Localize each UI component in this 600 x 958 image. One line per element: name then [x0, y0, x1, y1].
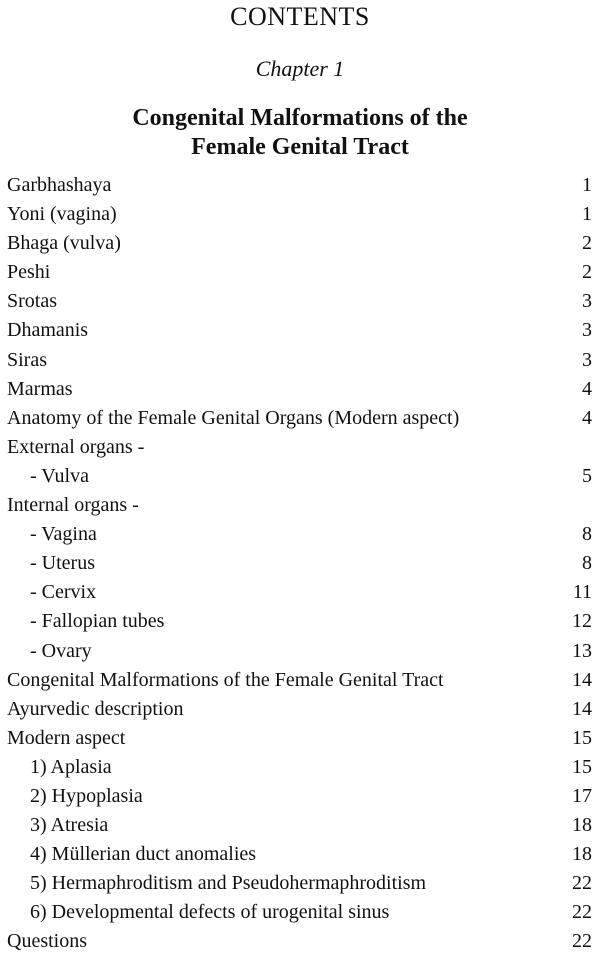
- toc-entry-title: Dhamanis: [7, 319, 89, 342]
- toc-entry-title: 6) Developmental defects of urogenital sinus: [30, 901, 390, 924]
- toc-entry-title: Internal organs -: [7, 494, 139, 517]
- toc-entry-title: Congenital Malformations of the Female Genital Tract: [7, 668, 444, 691]
- toc-entry: [0, 316, 600, 345]
- toc-entry-page: 8: [582, 552, 592, 575]
- toc-entry: [0, 462, 600, 491]
- toc-entry-page: 8: [582, 523, 592, 546]
- toc-entry-title: Modern aspect: [7, 726, 126, 749]
- toc-entry: [0, 607, 600, 636]
- chapter-title-line-2: Female Genital Tract: [191, 134, 409, 160]
- toc-entry-page: 17: [572, 784, 592, 807]
- toc-entry: [0, 171, 600, 200]
- toc-entry-title: Peshi: [7, 261, 51, 284]
- toc-entry-page: 14: [572, 668, 592, 691]
- toc-entry: [0, 695, 600, 724]
- toc-entry: [0, 375, 600, 404]
- toc-entry-title: 3) Atresia: [30, 814, 109, 837]
- toc-entry: [0, 753, 600, 782]
- toc-entry-page: 4: [582, 377, 592, 400]
- toc-entry: [0, 724, 600, 753]
- toc-entry: [0, 782, 600, 811]
- toc-entry-page: 3: [582, 319, 592, 342]
- toc-entry-title: Srotas: [7, 290, 57, 313]
- toc-entry-page: 14: [572, 697, 592, 720]
- toc-entry-page: 22: [572, 930, 592, 953]
- toc-entry-title: 5) Hermaphroditism and Pseudohermaphroditism: [30, 872, 427, 895]
- toc-entry-title: External organs -: [7, 435, 145, 458]
- toc-entry: [0, 433, 600, 462]
- toc-entry-title: Yoni (vagina): [7, 203, 117, 226]
- toc-entry-page: 2: [582, 232, 592, 255]
- toc-entry: [0, 549, 600, 578]
- toc-entry: [0, 287, 600, 316]
- toc-entry-title: - Ovary: [30, 639, 92, 662]
- toc-entry: [0, 811, 600, 840]
- table-of-contents: [0, 171, 600, 957]
- toc-entry: [0, 840, 600, 869]
- toc-entry-page: 5: [582, 464, 592, 487]
- toc-entry-title: Questions: [7, 930, 87, 953]
- toc-entry-page: 1: [582, 174, 592, 196]
- toc-entry-page: 4: [582, 406, 592, 429]
- toc-entry: [0, 898, 600, 927]
- toc-entry-page: 13: [572, 639, 592, 662]
- toc-entry: [0, 404, 600, 433]
- toc-entry-page: 15: [572, 726, 592, 749]
- chapter-title: [0, 104, 600, 162]
- toc-entry: [0, 346, 600, 375]
- toc-entry-title: Ayurvedic description: [7, 697, 184, 720]
- toc-entry-page: 11: [572, 581, 592, 604]
- toc-entry-page: 12: [572, 610, 592, 633]
- toc-entry-title: Marmas: [7, 377, 73, 400]
- toc-entry-title: 4) Müllerian duct anomalies: [30, 843, 257, 866]
- toc-entry-title: 1) Aplasia: [30, 755, 112, 778]
- toc-entry-page: 1: [582, 203, 592, 226]
- toc-entry: [0, 258, 600, 287]
- toc-entry-title: - Vulva: [30, 464, 89, 487]
- toc-entry-title: - Vagina: [30, 523, 97, 546]
- toc-entry: [0, 491, 600, 520]
- toc-entry: [0, 666, 600, 695]
- toc-entry-title: Bhaga (vulva): [7, 232, 121, 255]
- toc-entry: [0, 200, 600, 229]
- toc-entry-title: - Fallopian tubes: [30, 610, 165, 633]
- chapter-title-line-1: Congenital Malformations of the: [132, 105, 468, 131]
- toc-entry-title: 2) Hypoplasia: [30, 784, 143, 807]
- toc-entry-page: 3: [582, 290, 592, 313]
- toc-entry-page: 2: [582, 261, 592, 284]
- toc-entry-title: - Cervix: [30, 581, 97, 604]
- toc-entry-page: 18: [572, 814, 592, 837]
- toc-entry-title: Garbhashaya: [7, 174, 112, 196]
- toc-entry: [0, 927, 600, 956]
- contents-heading: CONTENTS: [230, 2, 370, 31]
- toc-entry-page: 18: [572, 843, 592, 866]
- toc-entry-title: Anatomy of the Female Genital Organs (Modern aspect): [7, 406, 460, 429]
- toc-entry: [0, 520, 600, 549]
- toc-entry-page: 22: [572, 872, 592, 895]
- chapter-label: Chapter 1: [255, 56, 345, 81]
- toc-entry: [0, 637, 600, 666]
- toc-entry: [0, 229, 600, 258]
- toc-entry-page: 3: [582, 348, 592, 371]
- toc-entry: [0, 869, 600, 898]
- toc-entry-page: 15: [572, 755, 592, 778]
- toc-entry-title: Siras: [7, 348, 47, 371]
- toc-entry-title: - Uterus: [30, 552, 95, 575]
- toc-entry-page: 22: [572, 901, 592, 924]
- toc-entry: [0, 578, 600, 607]
